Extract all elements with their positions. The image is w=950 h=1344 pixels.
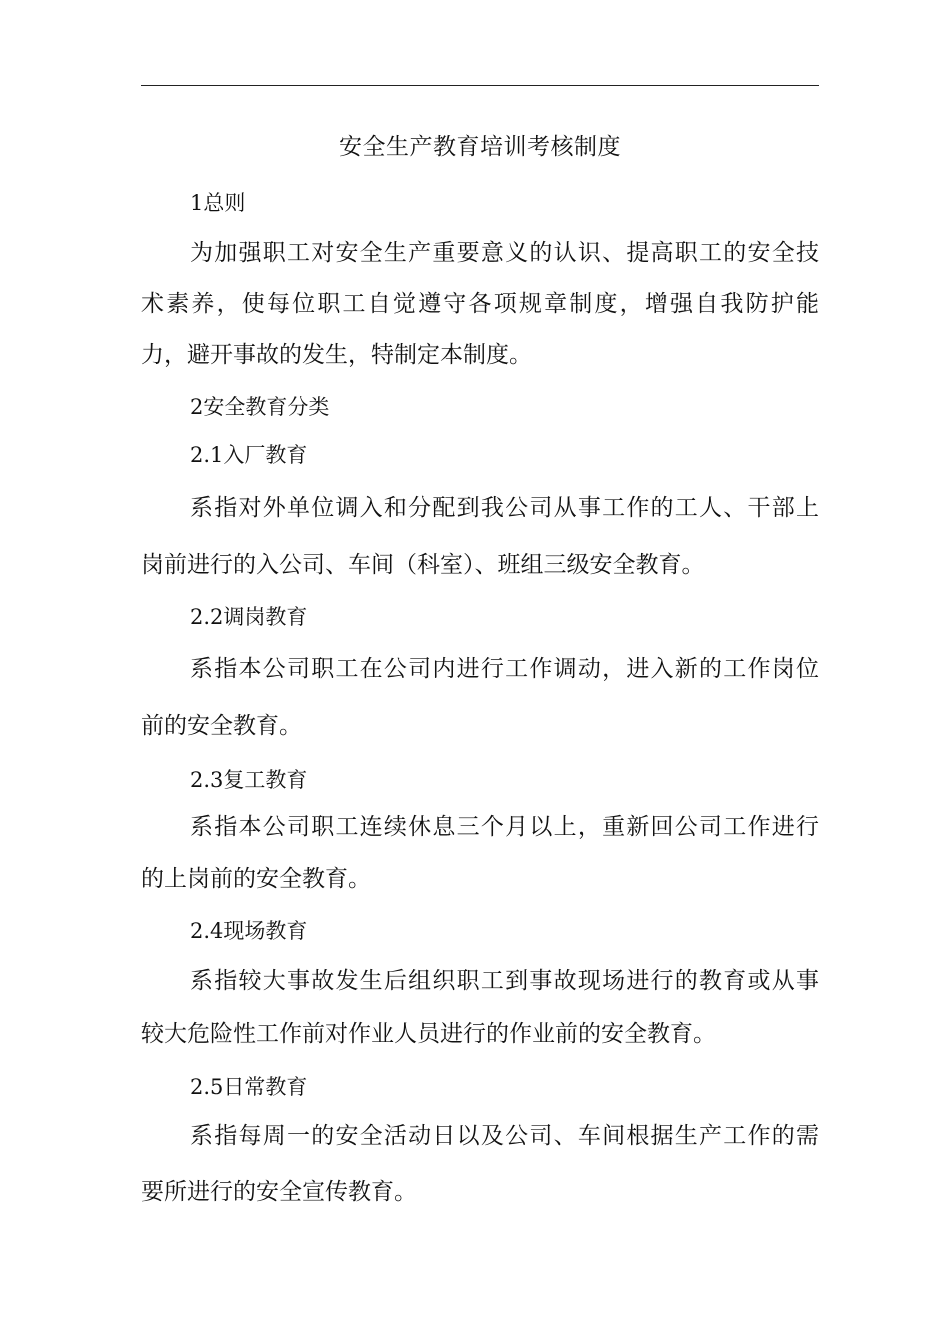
section-2-heading: 2安全教育分类 — [190, 395, 330, 419]
section-2-1-line-1: 系指对外单位调入和分配到我公司从事工作的工人、干部上 — [190, 495, 819, 521]
section-1-paragraph-line-3: 力，避开事故的发生，特制定本制度。 — [141, 342, 532, 368]
section-2-2-line-2: 前的安全教育。 — [141, 713, 302, 739]
section-2-2-line-1: 系指本公司职工在公司内进行工作调动，进入新的工作岗位 — [190, 656, 819, 682]
section-1-paragraph-line-1: 为加强职工对安全生产重要意义的认识、提高职工的安全技 — [190, 240, 819, 266]
section-2-5-line-1: 系指每周一的安全活动日以及公司、车间根据生产工作的需 — [190, 1123, 819, 1149]
header-rule — [141, 85, 819, 86]
section-2-4-line-2: 较大危险性工作前对作业人员进行的作业前的安全教育。 — [141, 1021, 716, 1047]
document-title: 安全生产教育培训考核制度 — [339, 134, 621, 160]
section-2-4-heading: 2.4现场教育 — [190, 919, 308, 943]
section-2-5-heading: 2.5日常教育 — [190, 1075, 308, 1099]
section-2-2-heading: 2.2调岗教育 — [190, 605, 308, 629]
section-2-3-heading: 2.3复工教育 — [190, 768, 308, 792]
section-2-3-line-1: 系指本公司职工连续休息三个月以上，重新回公司工作进行 — [190, 814, 819, 840]
section-1-paragraph-line-2: 术素养，使每位职工自觉遵守各项规章制度，增强自我防护能 — [141, 291, 819, 317]
section-2-3-line-2: 的上岗前的安全教育。 — [141, 866, 371, 892]
section-2-1-heading: 2.1入厂教育 — [190, 443, 308, 467]
section-2-4-line-1: 系指较大事故发生后组织职工到事故现场进行的教育或从事 — [190, 968, 819, 994]
section-2-5-line-2: 要所进行的安全宣传教育。 — [141, 1179, 417, 1205]
section-2-1-line-2: 岗前进行的入公司、车间（科室）、班组三级安全教育。 — [141, 552, 705, 578]
section-1-heading: 1总则 — [190, 191, 246, 215]
